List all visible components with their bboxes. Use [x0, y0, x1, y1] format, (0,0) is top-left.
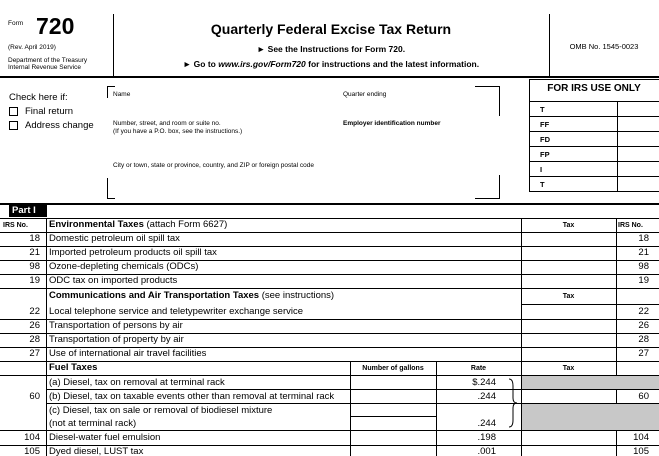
fuel-row-irs-no: 105: [24, 446, 40, 456]
fuel-row-irs-no-right: 104: [633, 432, 649, 443]
env-row-irs-no: 19: [29, 275, 40, 286]
fuel-col-tax: Tax: [562, 365, 575, 372]
quarter-ending-label: Quarter ending: [343, 91, 387, 98]
form-number: 720: [36, 13, 75, 39]
comm-row-irs-no-right: 28: [638, 334, 649, 345]
env-row-description: ODC tax on imported products: [49, 275, 178, 286]
address-change-label: Address change: [25, 120, 94, 131]
comm-row-irs-no: 26: [29, 320, 40, 331]
agency-line2: Internal Revenue Service: [8, 64, 81, 71]
form-title: Quarterly Federal Excise Tax Return: [210, 21, 452, 37]
fuel-row-description: Diesel-water fuel emulsion: [49, 432, 161, 443]
fuel-row-description: Dyed diesel, LUST tax: [49, 446, 144, 456]
env-row-irs-no: 21: [29, 247, 40, 258]
irs-use-row-rule: [529, 146, 659, 147]
final-return-label: Final return: [25, 106, 74, 117]
env-row-irs-no-right: 18: [638, 233, 649, 244]
env-row-description: Domestic petroleum oil spill tax: [49, 233, 180, 244]
fuel-heading: Fuel Taxes: [49, 362, 98, 373]
city-label: City or town, state or province, country, and ZIP or foreign postal code: [113, 162, 314, 169]
env-row-row-rule: [0, 288, 659, 289]
irs-use-code: FD: [540, 135, 550, 144]
env-row-irs-no-right: 19: [638, 275, 649, 286]
agency-line1: Department of the Treasury: [8, 57, 88, 64]
env-row-description: Ozone-depleting chemicals (ODCs): [49, 261, 199, 272]
header-bottom-rule: [0, 76, 659, 78]
ein-label: Employer identification number: [343, 120, 441, 127]
street-label: Number, street, and room or suite no.: [113, 120, 221, 127]
final-return-checkbox[interactable]: [9, 107, 18, 116]
comm-heading: Communications and Air Transportation Taxes (see instructions): [49, 290, 335, 301]
name-label: Name: [113, 91, 131, 98]
col-irs-no-right: IRS No.: [618, 222, 643, 229]
irs-use-row-rule: [529, 131, 659, 132]
irs-use-code: FP: [540, 150, 550, 159]
comm-row-irs-no-right: 22: [638, 306, 649, 317]
form-label: Form: [8, 20, 24, 27]
irs-use-row-rule: [529, 116, 659, 117]
fuel60-rate: $.244: [472, 377, 496, 388]
instructions-line2: ► Go to www.irs.gov/Form720 for instructions and the latest information.: [182, 59, 480, 69]
fuel60-description: (a) Diesel, tax on removal at terminal rack: [49, 377, 225, 388]
fuel-row-irs-no-right: 105: [633, 446, 649, 456]
irs-use-row-rule: [529, 176, 659, 177]
col-irs-no: IRS No.: [3, 222, 28, 229]
fuel-row-rate: .001: [477, 446, 496, 456]
fuel60-irs-no: 60: [29, 391, 40, 402]
fuel60-description: (c) Diesel, tax on sale or removal of biodiesel mixture: [49, 405, 273, 416]
comm-row-description: Local telephone service and teletypewriter exchange service: [49, 306, 304, 317]
address-change-checkbox[interactable]: [9, 121, 18, 130]
instructions-line1: ► See the Instructions for Form 720.: [256, 44, 406, 54]
irs-use-title: FOR IRS USE ONLY: [547, 83, 641, 94]
fuel-row-rate: .198: [477, 432, 496, 443]
env-row-irs-no-right: 21: [638, 247, 649, 258]
irs-use-row-rule: [529, 161, 659, 162]
fuel-row-irs-no: 104: [24, 432, 40, 443]
irs-use-code: FF: [540, 120, 550, 129]
comm-row-irs-no-right: 27: [638, 348, 649, 359]
comm-row-description: Transportation of property by air: [49, 334, 184, 345]
comm-row-description: Use of international air travel facilities: [49, 348, 207, 359]
fuel-col-gallons: Number of gallons: [362, 365, 424, 372]
col-tax: Tax: [562, 222, 575, 229]
fuel60-description: (b) Diesel, tax on taxable events other than removal at terminal rack: [49, 391, 335, 402]
fuel-col-rate: Rate: [470, 365, 487, 372]
env-row-irs-no-right: 98: [638, 261, 649, 272]
comm-col-tax: Tax: [562, 293, 575, 300]
env-heading: Environmental Taxes (attach Form 6627): [49, 219, 228, 230]
po-box-note: (If you have a P.O. box, see the instructions.): [113, 128, 243, 135]
omb-number: OMB No. 1545-0023: [569, 42, 639, 51]
fuel60-description: (not at terminal rack): [49, 418, 137, 429]
comm-row-irs-no: 28: [29, 334, 40, 345]
fuel60-irs-no-right: 60: [638, 391, 649, 402]
fuel60-rate: .244: [477, 418, 496, 429]
env-row-irs-no: 18: [29, 233, 40, 244]
comm-row-irs-no: 22: [29, 306, 40, 317]
irs-use-code: I: [540, 165, 543, 174]
part-top-rule: [0, 203, 659, 205]
bracket-icon: [507, 378, 519, 428]
irs-use-code: T: [540, 105, 545, 114]
fuel60-rate: .244: [477, 391, 496, 402]
env-row-description: Imported petroleum products oil spill tax: [49, 247, 217, 258]
comm-row-irs-no: 27: [29, 348, 40, 359]
comm-row-description: Transportation of persons by air: [49, 320, 183, 331]
comm-row-irs-no-right: 26: [638, 320, 649, 331]
part-label: Part I: [9, 205, 47, 217]
env-row-irs-no: 98: [29, 261, 40, 272]
check-here-title: Check here if:: [9, 92, 68, 103]
instructions-url[interactable]: www.irs.gov/Form720: [218, 59, 306, 69]
revision-date: (Rev. April 2019): [8, 44, 56, 51]
irs-use-code: T: [540, 180, 545, 189]
